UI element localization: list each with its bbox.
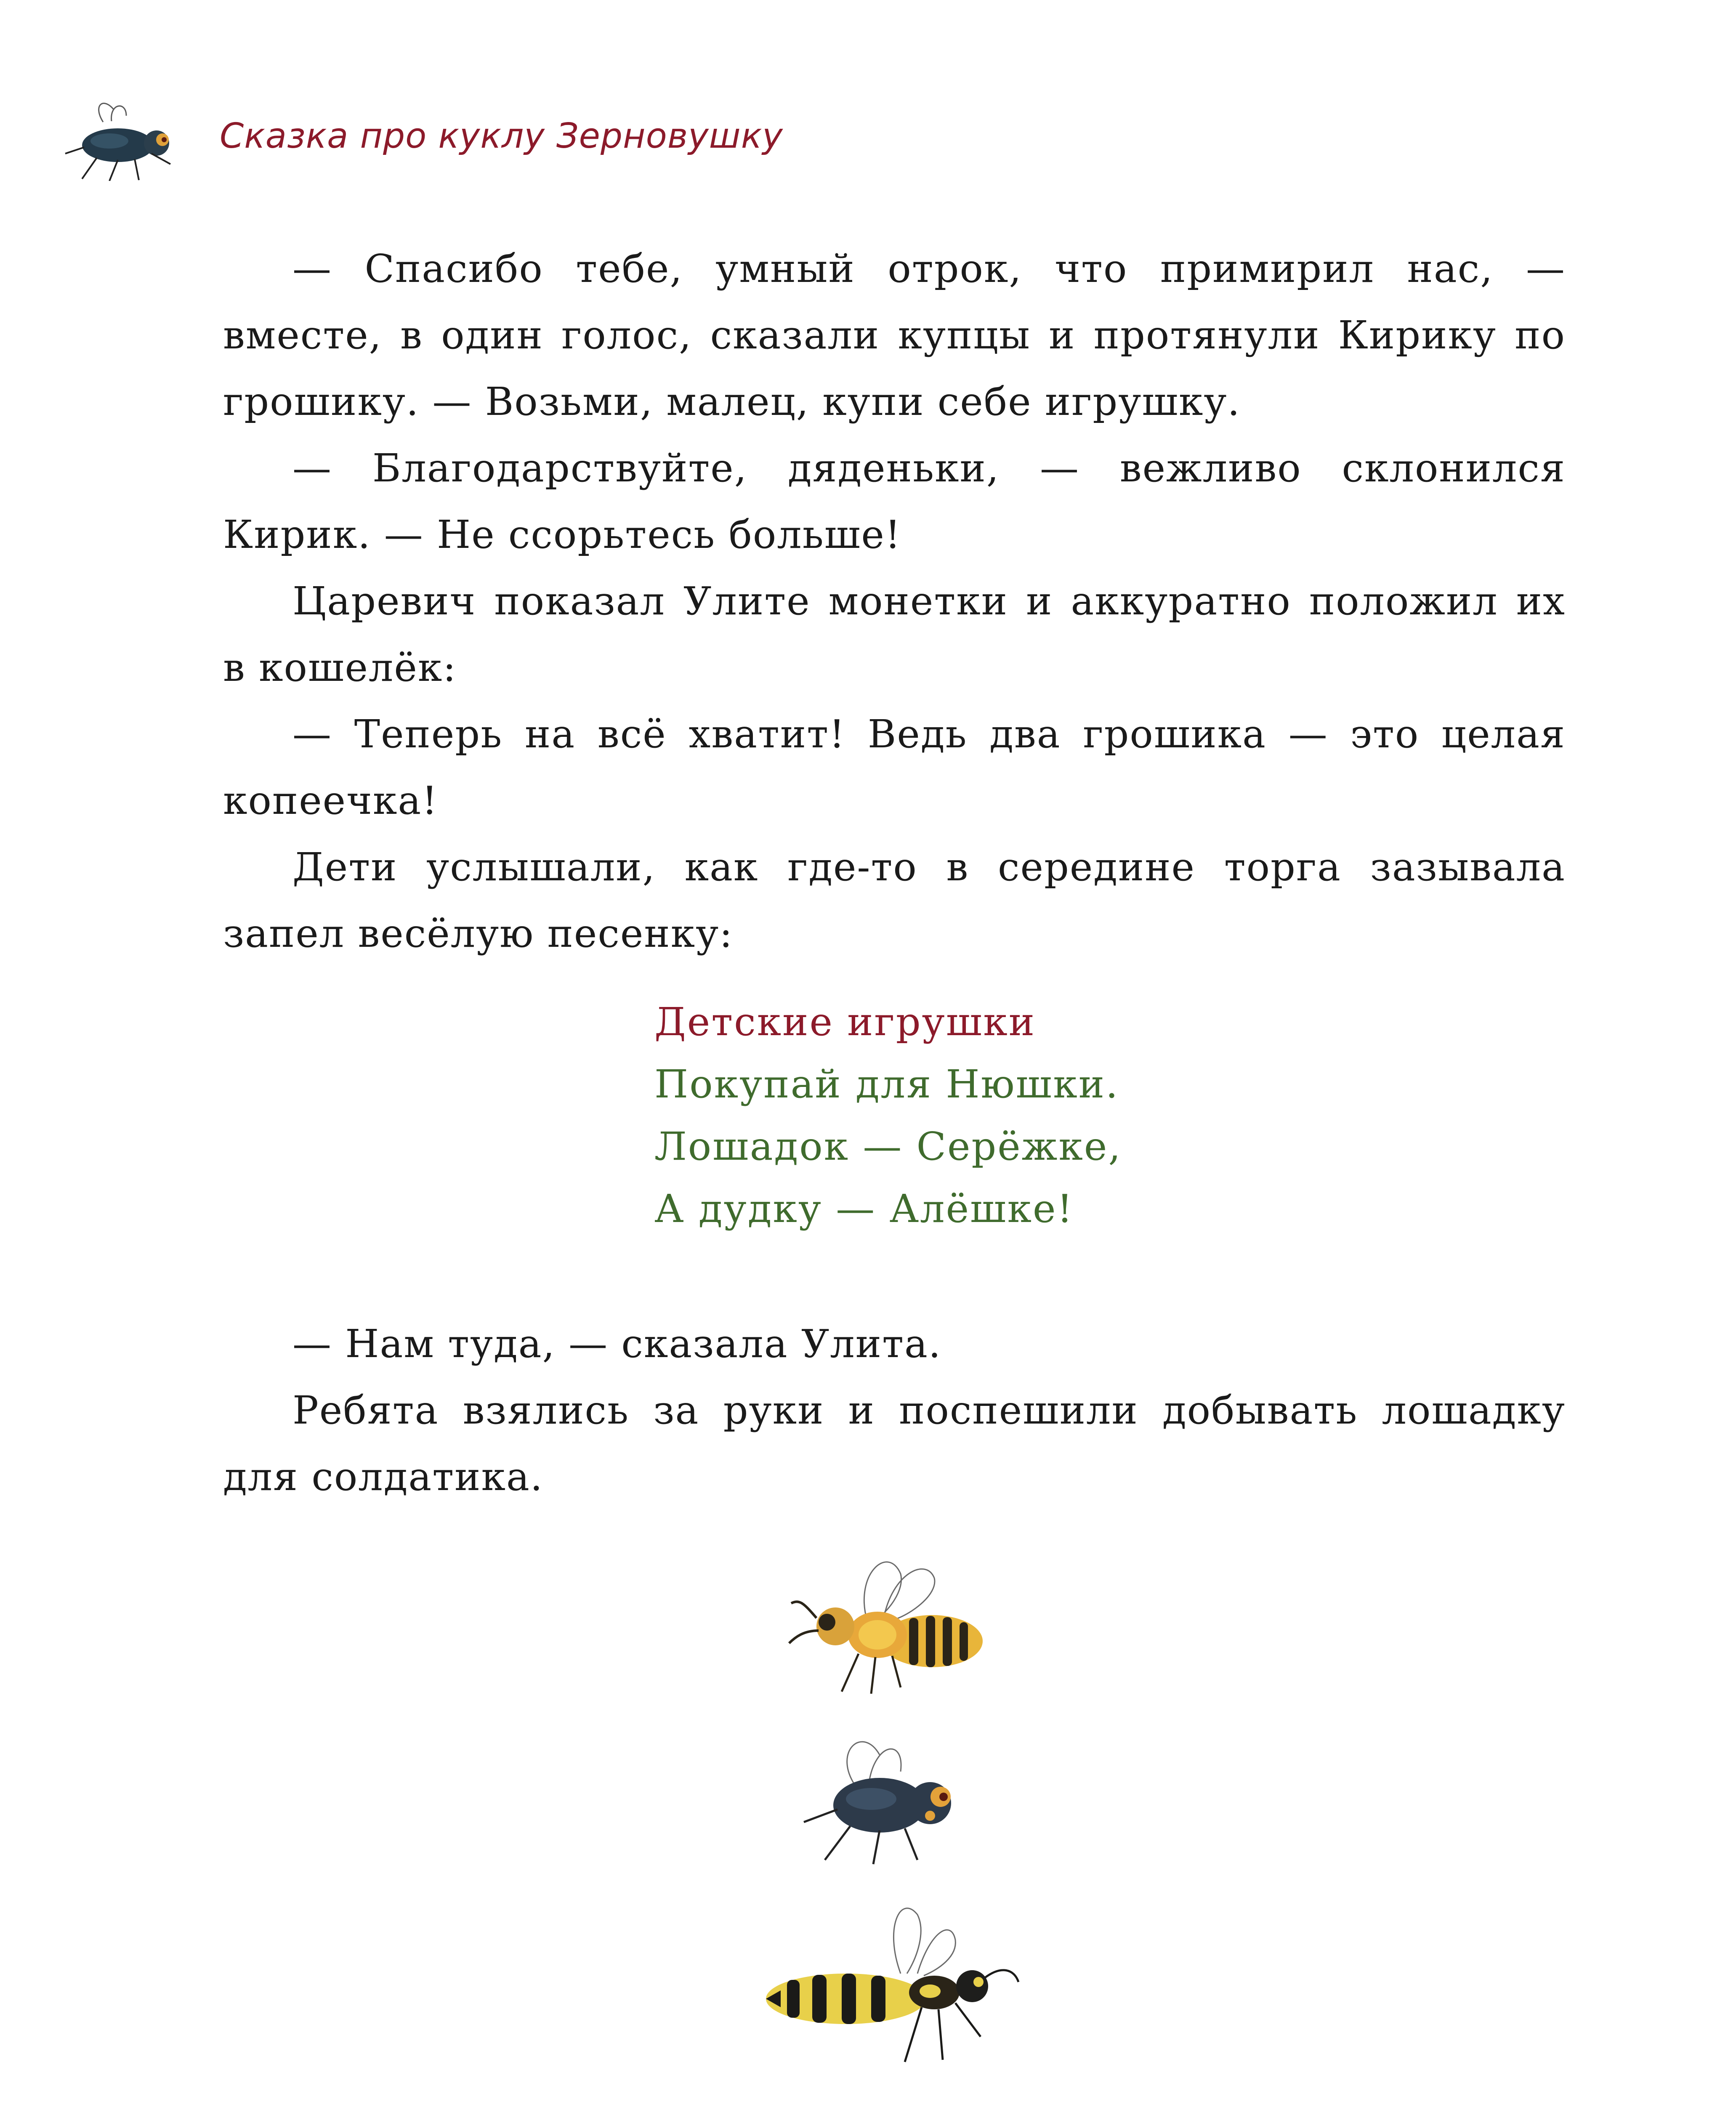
song-verse <box>654 991 1122 1240</box>
fly-icon <box>795 1725 972 1868</box>
fly-icon <box>63 97 185 181</box>
paragraph: Дети услышали, как где-то в середине торга зазывала запел весёлую песенку: <box>223 845 1566 956</box>
paragraph: — Нам туда, — сказала Улита. <box>292 1321 942 1366</box>
header-title: Сказка про куклу Зерновушку <box>220 116 783 156</box>
verse-line: Покупай для Нюшки. <box>654 1062 1119 1107</box>
paragraph: Царевич показал Улите монетки и аккуратно положил их в кошелёк: <box>223 579 1566 690</box>
paragraph: — Спасибо тебе, умный отрок, что примирил нас, — вместе, в один голос, сказали купцы и протянули Кирику по грошику. — Возьми, малец, купи себе игрушку. <box>223 246 1566 424</box>
paragraph: Ребята взялись за руки и поспешили добывать лошадку для солдатика. <box>223 1388 1566 1499</box>
bee-icon <box>787 1549 989 1704</box>
verse-line: А дудку — Алёшке! <box>654 1186 1074 1231</box>
body-text-bottom <box>223 1311 1566 1510</box>
paragraph: — Благодарствуйте, дяденьки, — вежливо склонился Кирик. — Не ссорьтесь больше! <box>223 446 1566 557</box>
wasp-icon <box>762 1894 1023 2096</box>
paragraph: — Теперь на всё хватит! Ведь два грошика — это целая копеечка! <box>223 712 1566 823</box>
body-text-top <box>223 236 1566 967</box>
verse-line: Детские игрушки <box>654 999 1036 1044</box>
verse-line: Лошадок — Серёжке, <box>654 1124 1122 1169</box>
